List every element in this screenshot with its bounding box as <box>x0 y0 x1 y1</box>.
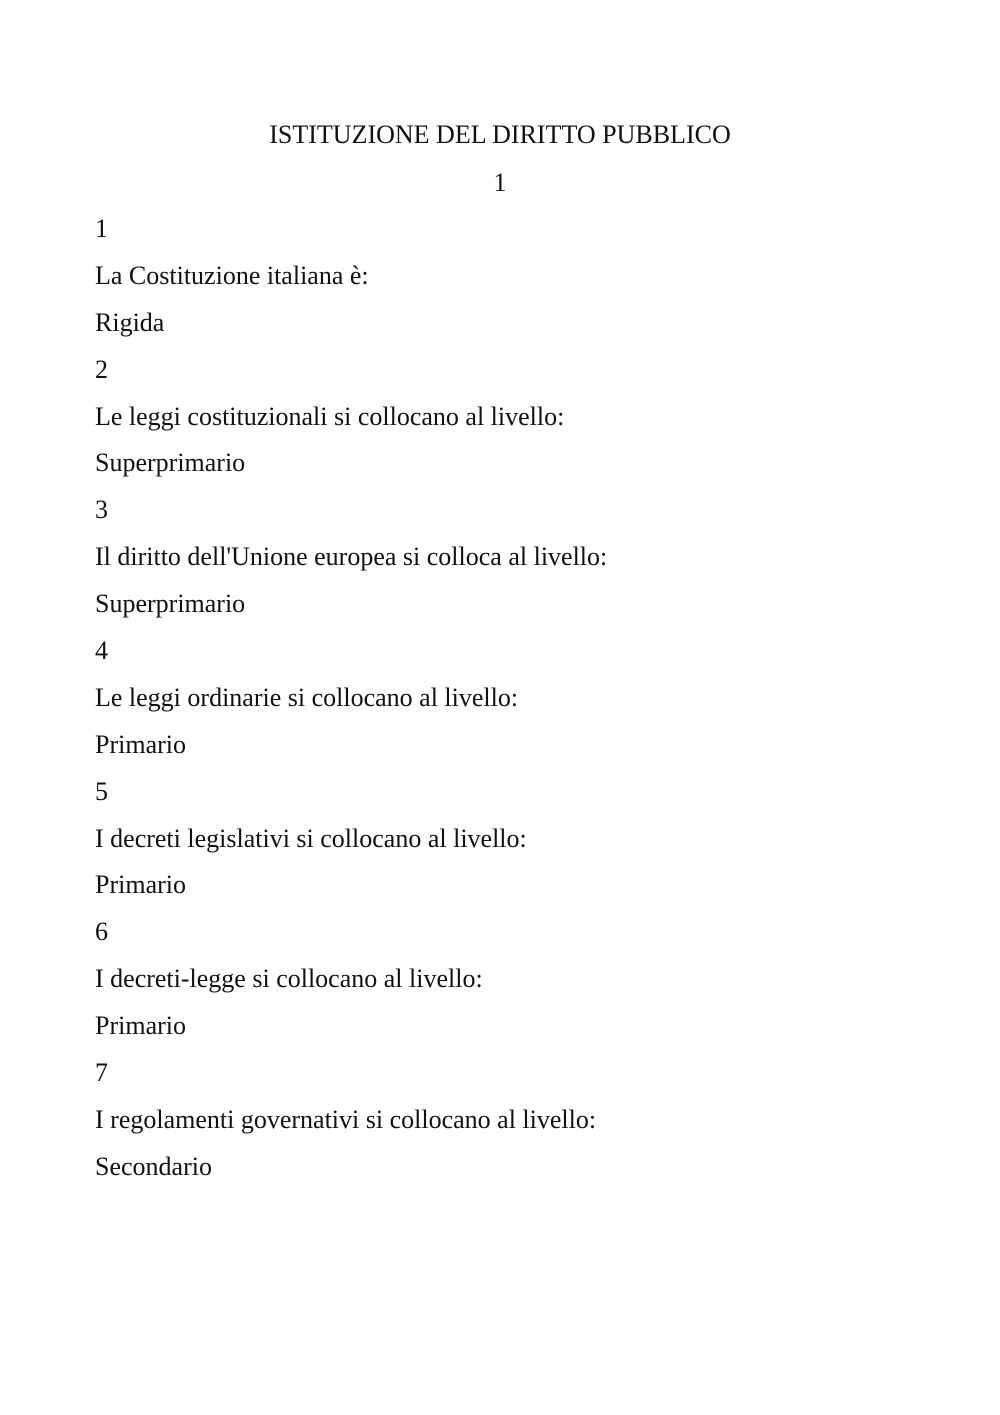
question-number: 4 <box>95 636 108 666</box>
question-number: 2 <box>95 354 108 384</box>
answer-text: Primario <box>95 729 186 759</box>
question-number: 1 <box>95 214 108 243</box>
answer-text: Rigida <box>95 307 165 337</box>
answer-text: Superprimario <box>95 589 246 619</box>
page-number: 1 <box>493 168 507 197</box>
question-text: I decreti legislativi si collocano al livello: <box>95 823 527 853</box>
question-number: 3 <box>95 495 108 525</box>
question-text: Le leggi ordinarie si collocano al livello: <box>95 682 519 712</box>
question-number: 7 <box>95 1058 108 1088</box>
answer-text: Primario <box>95 870 186 900</box>
question-text: I decreti-legge si collocano al livello: <box>95 964 483 994</box>
question-text: La Costituzione italiana è: <box>95 260 369 290</box>
question-text: I regolamenti governativi si collocano al livello: <box>95 1104 597 1134</box>
question-number: 6 <box>95 917 108 947</box>
answer-text: Secondario <box>95 1151 212 1181</box>
question-list <box>95 212 915 1197</box>
answer-text: Superprimario <box>95 448 246 478</box>
question-text: Il diritto dell'Unione europea si colloca al livello: <box>95 542 608 572</box>
answer-text: Primario <box>95 1011 186 1041</box>
question-text: Le leggi costituzionali si collocano al livello: <box>95 401 565 431</box>
document-title: ISTITUZIONE DEL DIRITTO PUBBLICO <box>269 120 731 149</box>
question-number: 5 <box>95 776 108 806</box>
